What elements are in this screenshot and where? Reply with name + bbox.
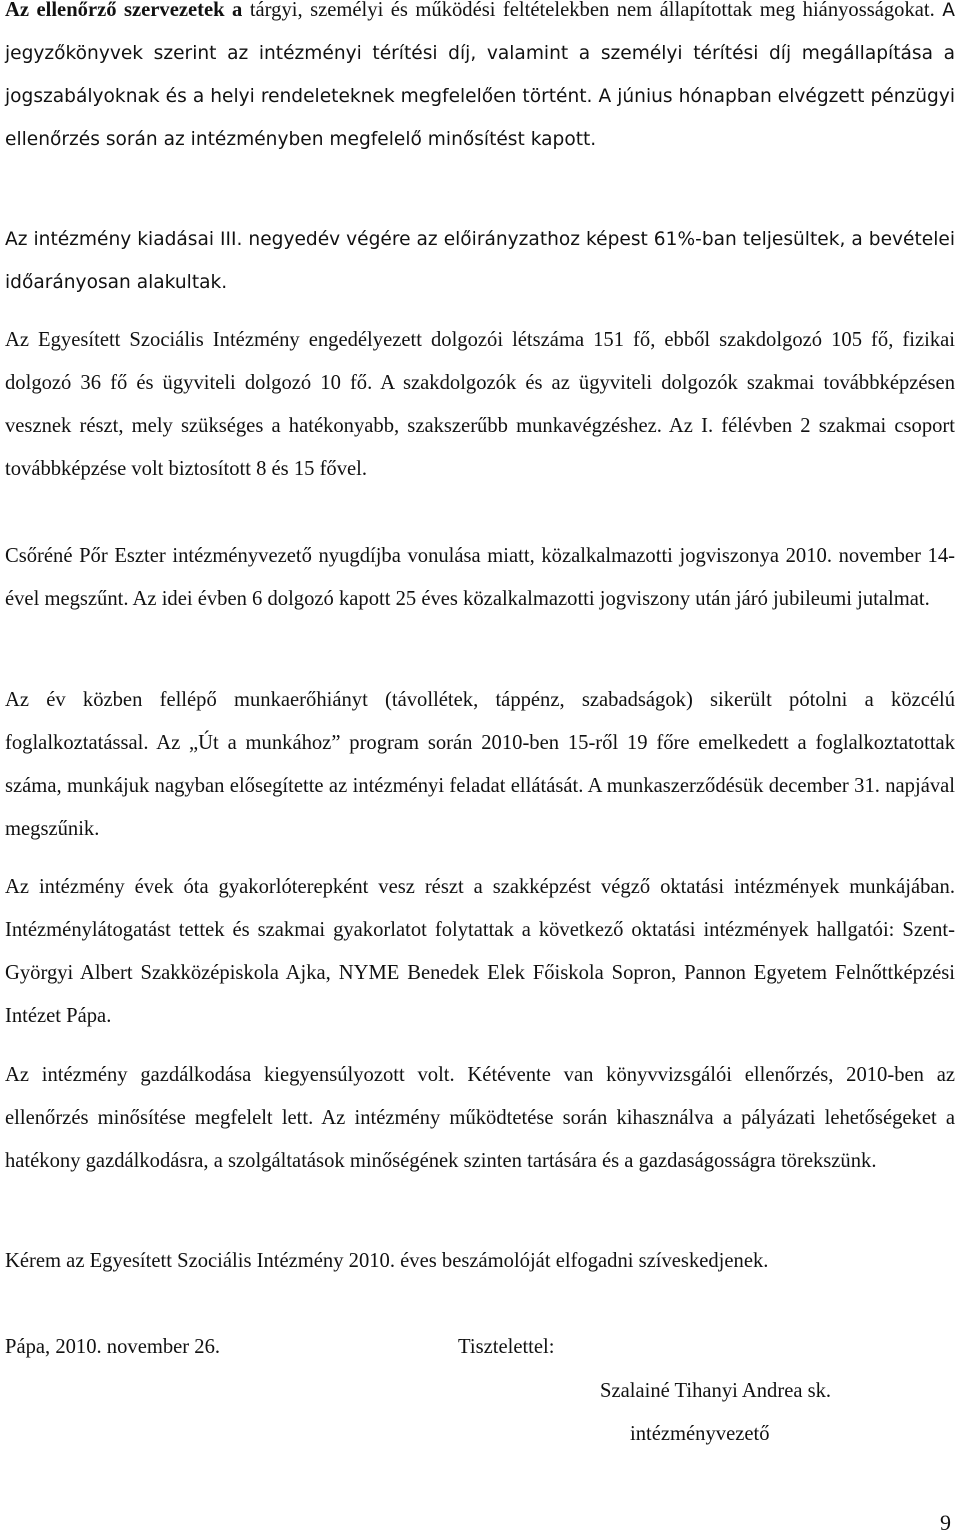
closing-greeting: Tisztelettel: (458, 1336, 555, 1358)
paragraph-director-retirement: Csőréné Pőr Eszter intézményvezető nyugdíjba vonulása miatt, közalkalmazotti jogviszonya 2010. november 14-ével megszűnt. Az idei évben 6 dolgozó kapott 25 éves közalkalmazotti jogviszony után járó jubileumi jutalmat. (5, 545, 955, 610)
paragraph-public-employment: Az év közben fellépő munkaerőhiányt (távollétek, táppénz, szabadságok) sikerült pótolni a közcélú foglalkoztatással. Az „Út a munkához” program során 2010-ben 15-ről 19 főre emelkedett a foglalkoztatottak száma, munkájuk nagyban elősegítette az intézményi feladat ellátását. A munkaszerződésük december 31. napjával megszűnik. (5, 689, 955, 840)
paragraph-expenditures: Az intézmény kiadásai III. negyedév végére az előirányzathoz képest 61%-ban teljesültek, a bevételei időarányosan alakultak. (5, 229, 955, 293)
paragraph-inspection (5, 0, 955, 161)
paragraph-request-approval: Kérem az Egyesített Szociális Intézmény 2010. éves beszámolóját elfogadni szíveskedjenek. (5, 1250, 769, 1272)
page-number: 9 (940, 1510, 951, 1535)
paragraph-inspection-lead: Az ellenőrző szervezetek a (5, 0, 243, 21)
paragraph-inspection-fees: A jegyzőkönyvek szerint az intézményi térítési díj, valamint a személyi térítési díj megállapítása a jogszabályoknak és a helyi rendeleteknek megfelelően történt. A június hónapban elvégzett pénzügyi ellenőrzés során az intézményben megfelelő minősítést kapott. (5, 0, 955, 150)
paragraph-inspection-text: tárgyi, személyi és működési feltételekben nem állapítottak meg hiányosságokat. (242, 0, 943, 21)
place-and-date: Pápa, 2010. november 26. (5, 1336, 221, 1358)
paragraph-finances: Az intézmény gazdálkodása kiegyensúlyozott volt. Kétévente van könyvvizsgálói ellenőrzés, 2010-ben az ellenőrzés minősítése megfelelt lett. Az intézmény működtetése során kihasználva a pályázati lehetőségeket a hatékony gazdálkodásra, a szolgáltatások minőségének szinten tartására és a gazdaságosságra törekszünk. (5, 1064, 955, 1172)
paragraph-training-site: Az intézmény évek óta gyakorlóterepként vesz részt a szakképzést végző oktatási intézmények munkájában. Intézménylátogatást tettek és szakmai gyakorlatot folytattak a következő oktatási intézmények hallgatói: Szent-Györgyi Albert Szakközépiskola Ajka, NYME Benedek Elek Főiskola Sopron, Pannon Egyetem Felnőttképzési Intézet Pápa. (5, 876, 955, 1027)
document-page (5, 0, 955, 1537)
paragraph-staffing: Az Egyesített Szociális Intézmény engedélyezett dolgozói létszáma 151 fő, ebből szakdolgozó 105 fő, fizikai dolgozó 36 fő és ügyviteli dolgozó 10 fő. A szakdolgozók és az ügyviteli dolgozók szakmai továbbképzésen vesznek részt, mely szükséges a hatékonyabb, szakszerűbb munkavégzéshez. Az I. félévben 2 szakmai csoport továbbképzése volt biztosított 8 és 15 fővel. (5, 329, 955, 480)
signer-name: Szalainé Tihanyi Andrea sk. (600, 1380, 832, 1402)
signer-title: intézményvezető (630, 1423, 770, 1445)
